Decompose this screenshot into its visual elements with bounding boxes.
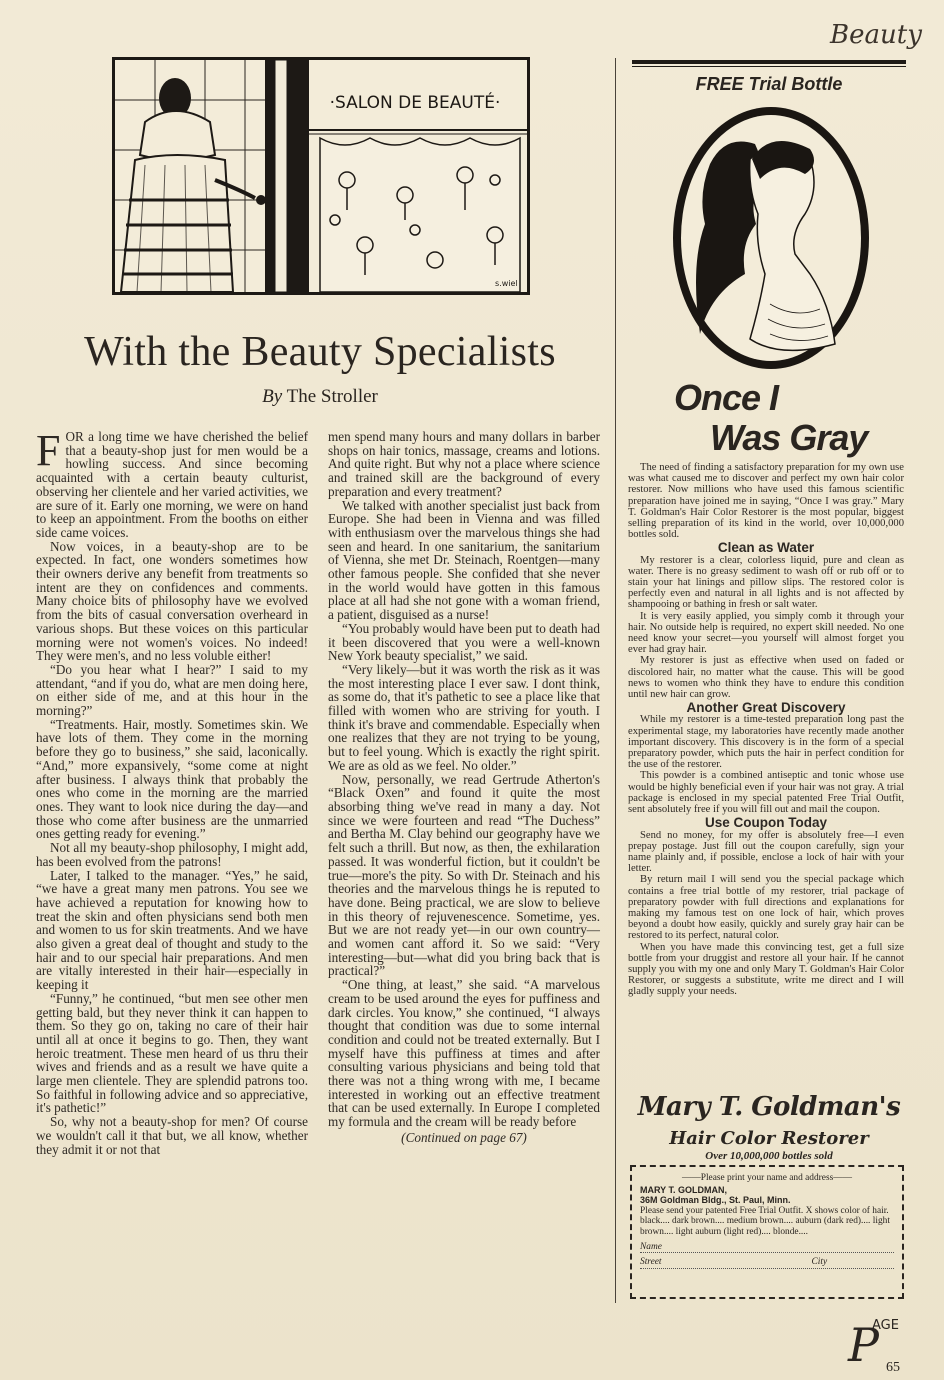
ad-paragraph: It is very easily applied, you simply comb it through your hair. No outside help is required, no expert skill needed. No one need know your secret—you yourself will almost forget you ever had gray hair. bbox=[628, 610, 904, 656]
article-column-2 bbox=[328, 430, 600, 1145]
ad-subhead: Use Coupon Today bbox=[704, 815, 827, 831]
byline-author: The Stroller bbox=[286, 386, 378, 407]
byline bbox=[40, 386, 600, 408]
ad-paragraph: When you have made this convincing test, get a full size bottle from your druggist and restore all your hair. If he cannot supply you with my one and only Mary T. Goldman's Hair Color Restorer, or suggests a substitute, write me direct and I will gladly supply your needs. bbox=[628, 941, 904, 998]
salon-illustration bbox=[112, 57, 530, 295]
article-title: With the Beauty Specialists bbox=[84, 329, 556, 375]
salon-sign: ·SALON DE BEAUTÉ· bbox=[329, 93, 501, 113]
paragraph: “You probably would have been put to death had it been discovered that you were a well-known New York beauty specialist,” we said. bbox=[328, 620, 600, 664]
paragraph: men spend many hours and many dollars in barber shops on hair tonics, massage, creams and lotions. And quite right. But why not a place where science and trained skill are the background of every preparation and every treatment? bbox=[328, 429, 600, 499]
mail-coupon[interactable] bbox=[630, 1165, 904, 1299]
continued-note: (Continued on page 67) bbox=[401, 1129, 527, 1145]
column-divider bbox=[615, 58, 616, 1303]
ad-paragraph: This powder is a combined antiseptic and tonic whose use would be highly beneficial even if your hair was not gray. A trial package is enclosed in my special patented Free Trial Outfit, sent absolutely free if you will fill out and mail the coupon. bbox=[628, 770, 904, 816]
sales-claim: Over 10,000,000 bottles sold bbox=[705, 1150, 833, 1162]
ad-subhead: Clean as Water bbox=[717, 540, 815, 556]
section-header: Beauty bbox=[830, 20, 922, 50]
coupon-colors[interactable]: black.... dark brown.... medium brown.... auburn (dark red).... light brown.... light auburn (light red).... blonde.... bbox=[640, 1216, 890, 1237]
article-column-1 bbox=[36, 426, 308, 1157]
paragraph: Later, I talked to the manager. “Yes,” he said, “we have a great many men patrons. You see we have achieved a reputation for knowing how to treat the skin and often physicians send both men and women to us for skin treatments. And we have also given a great deal of thought and study to the hair and to our special hair preparations. And men are vitally interested in their hair—especially in keeping it bbox=[36, 867, 308, 993]
coupon-header: ——Please print your name and address—— bbox=[681, 1173, 852, 1183]
ad-intro: The need of finding a satisfactory preparation for my own use was what caused me to discover and perfect my own hair color restorer. Now millions who have used this famous scientific preparation have joined me in saying, “Once I was gray.” Mary T. Goldman's Hair Color Restorer is the most popular, biggest selling preparation of its kind in the world, over 10,000,000 bottles sold. bbox=[628, 462, 904, 541]
ad-paragraph: My restorer is a clear, colorless liquid, pure and clean as water. There is no greasy sediment to wash off or rub off or to stain your hat linings and pillow slips. The restored color is perfectly even and natural in all lights and is not affected by shampooing or bathing in fresh or salt water. bbox=[628, 554, 904, 611]
coupon-request: Please send your patented Free Trial Outfit. X shows color of hair. bbox=[640, 1205, 889, 1216]
artist-signature: s.wiel bbox=[495, 279, 518, 288]
drop-cap: F bbox=[36, 426, 61, 475]
name-field[interactable]: Name bbox=[640, 1242, 894, 1254]
paragraph: We talked with another specialist just back from Europe. She had been in Vienna and was filled with enthusiasm over the marvelous things she had seen and heard. In one sanitarium, the sanitarium of Vienna, she met Dr. Steinach, Roentgen—many other famous people. She confided that she never in the world would have gotten in this famous place at all had she not gone with a woman friend, a patient, disguised as a nurse! bbox=[328, 497, 600, 623]
ad-paragraph: While my restorer is a time-tested preparation long past the experimental stage, my laboratories have recently made another important discovery. This discovery is in the form of a special preparatory powder, which puts the hair in perfect condition for the use of the restorer. bbox=[628, 714, 904, 771]
paragraph: “Funny,” he continued, “but men see other men getting bald, but they never think it can happen to them. So they go on, taking no care of their hair until all at once it begins to go. Then, they want heroic treatment. These men heard of us thru their wives and friends and as a result we have quite a large men clientele. They are splendid patrons too. So faithful in following advice and so appreciative, it's pathetic!” bbox=[36, 990, 308, 1116]
paragraph: Now, personally, we read Gertrude Atherton's “Black Oxen” and found it quite the most absorbing thing we've read in many a day. Not since we were fourteen and read “The Duchess” and Bertha M. Clay behind our geography have we felt such a thrill. But now, as then, the exhilaration passed. It was wonderful fiction, but it couldn't be true—more's the pity. So with Dr. Steinach and his theories and the marvelous things he is reputed to have done. Being practical, we are slow to believe in this theory of rejuvenescence. Sometime, yes. But we are not ready yet—in our own country—and women cant afford it. So we said: “Very interesting—but—what did you bring back that is practical?” bbox=[328, 771, 600, 979]
ad-paragraph: Send no money, for my offer is absolutely free—I even prepay postage. Just fill out the coupon carefully, sign your name plainly and, if possible, enclose a lock of hair with your letter. bbox=[628, 829, 904, 875]
ad-paragraph: By return mail I will send you the special package which contains a free trial bottle of my restorer, trial package of preparatory powder with full directions and explanations for making my famous test on one lock of hair, which proves beyond a doubt how easily, quickly and surely gray hair can be restored to its perfect, natural color. bbox=[628, 874, 904, 942]
paragraph: “Treatments. Hair, mostly. Sometimes skin. We have lots of them. They come in the morning before they go to business,” she said, laconically. “And,” more expansively, “some come at night after business. I always think that probably the ones who come in the morning are the married ones. They want to look nice during the day—and those who come after business are the unmarried ones getting ready for evening.” bbox=[36, 716, 308, 842]
byline-by: By bbox=[262, 386, 283, 407]
free-trial-heading: FREE Trial Bottle bbox=[695, 74, 843, 94]
portrait-oval bbox=[670, 104, 872, 372]
ad-body bbox=[628, 462, 904, 998]
ad-paragraph: My restorer is just as effective when used on faded or discolored hair, no matter what the cause. This will be good news to women who think they have to endure this condition until new hair can grow. bbox=[628, 655, 904, 701]
page-word: AGE bbox=[872, 1318, 899, 1333]
ad-top-rule bbox=[632, 60, 906, 64]
brand-name: Mary T. Goldman's bbox=[637, 1092, 901, 1122]
paragraph: Not all my beauty-shop philosophy, I might add, has been evolved from the patrons! bbox=[36, 840, 308, 869]
page-number: 65 bbox=[886, 1360, 900, 1375]
page-letter: P bbox=[848, 1318, 879, 1372]
ad-subhead: Another Great Discovery bbox=[686, 700, 846, 716]
paragraph: “One thing, at least,” she said. “A marvelous cream to be used around the eyes for puffiness and dark circles. You know,” she continued, “I always thought that condition was due to some internal condition and could not be treated externally. But I myself have this puffiness at times and after consulting various physicians and being told that there was not a thing wrong with me, I became interested in working out an effective treatment that can be used externally. In Europe I completed my formula and the cream will be ready before bbox=[328, 977, 600, 1130]
headline-gray: Was Gray bbox=[710, 417, 868, 458]
ad-top-rule-thin bbox=[632, 66, 906, 67]
coupon-address: 36M Goldman Bldg., St. Paul, Minn. bbox=[640, 1195, 791, 1206]
paragraph: So, why not a beauty-shop for men? Of course we wouldn't call it that but, we all know, whether they admit it or not that bbox=[36, 1114, 308, 1157]
street-city-field[interactable]: Street City bbox=[640, 1257, 894, 1269]
paragraph: Now voices, in a beauty-shop are to be expected. In fact, one wonders sometimes how their owners derive any benefit from treatments so intent are they on confidences and comments. Many choice bits of philosophy have we evolved from the bits of casual conversation overheard in various shops. But these voices on this particular morning were not women's voices. No indeed! They were men's, and no less voluble either! bbox=[36, 538, 308, 664]
paragraph: “Very likely—but it was worth the risk as it was the most interesting place I ever saw. I dont think, as some do, that it's pathetic to see a place like that filled with women who are striving for youth. I think it's brave and commendable. Especially when one realizes that they are not trying to be young, but to feel young. Which is exactly the right spirit. We are as old as we feel. No older.” bbox=[328, 661, 600, 773]
coupon-company: MARY T. GOLDMAN, bbox=[640, 1184, 727, 1195]
headline-once: Once I bbox=[674, 377, 779, 418]
product-name: Hair Color Restorer bbox=[669, 1128, 869, 1149]
paragraph: FOR a long time we have cherished the belief that a beauty-shop just for men would be a howling success. And since becoming acquainted with a certain beauty culturist, observing her clientele and her varied activities, we are sure of it. Early one morning, we were on hand to keep an appointment. From the booths on either side came voices. bbox=[36, 426, 308, 540]
paragraph: “Do you hear what I hear?” I said to my attendant, “and if you do, what are men doing here, on either side of me, and at this hour in the morning?” bbox=[36, 661, 308, 719]
